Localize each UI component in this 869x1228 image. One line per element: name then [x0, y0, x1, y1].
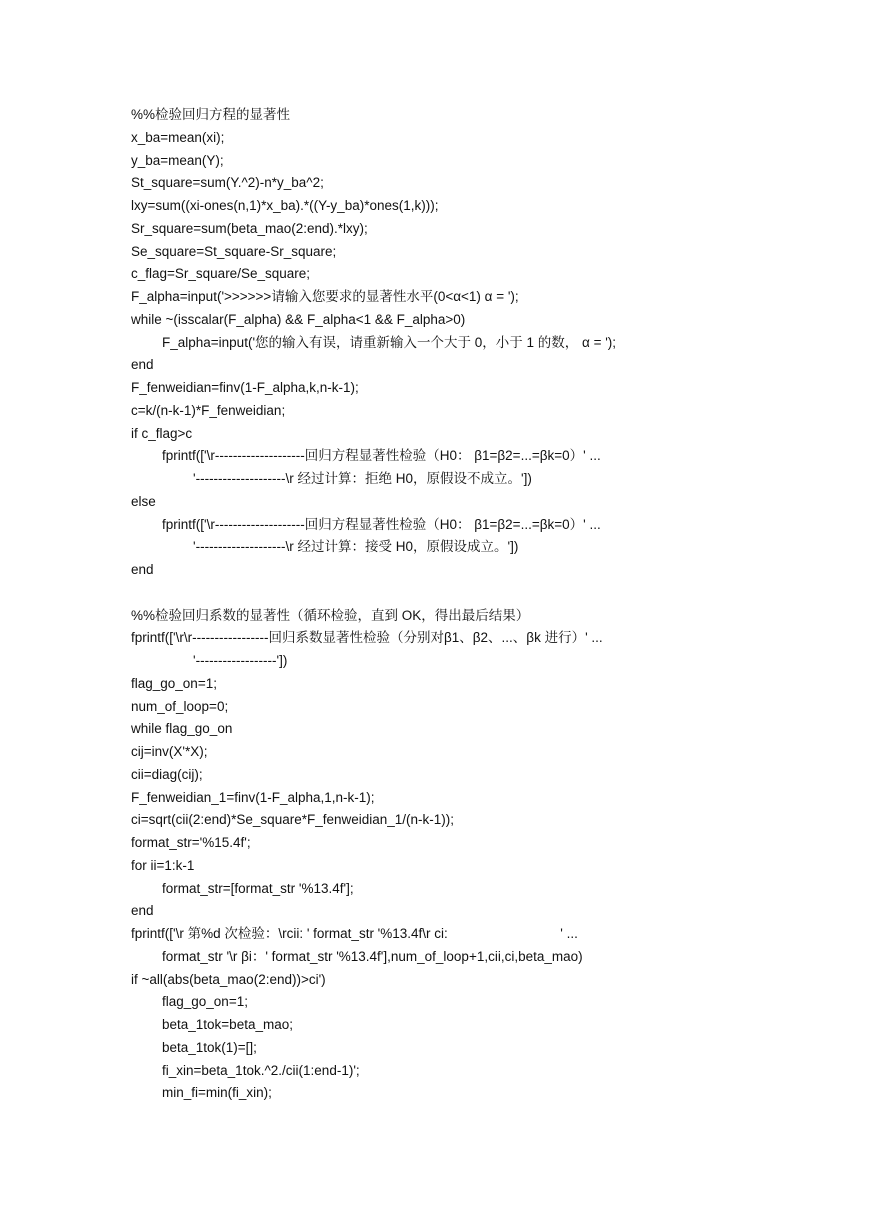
code-listing [131, 104, 851, 1105]
code-line: cij=inv(X'*X); [131, 744, 208, 759]
blank-line [131, 582, 851, 605]
code-line: F_alpha=input('您的输入有误，请重新输入一个大于 0，小于 1 的数， α = '); [162, 334, 617, 350]
code-line: F_fenweidian_1=finv(1-F_alpha,1,n-k-1); [131, 789, 375, 805]
code-line: fprintf(['\r 第%d 次检验：\rcii: ' format_str '%13.4f\r ci: ' ... [131, 926, 578, 941]
code-line: end [131, 903, 154, 919]
code-line: format_str='%15.4f'; [131, 835, 251, 850]
code-line: '--------------------\r 经过计算：接受 H0，原假设成立。']) [193, 539, 519, 555]
code-line: F_fenweidian=finv(1-F_alpha,k,n-k-1); [131, 380, 359, 395]
code-line: Se_square=St_square-Sr_square; [131, 243, 337, 259]
code-line: '--------------------\r 经过计算：拒绝 H0，原假设不成立。']) [193, 471, 532, 486]
code-line: end [131, 562, 154, 577]
code-line: beta_1tok(1)=[]; [162, 1039, 257, 1055]
code-line: fprintf(['\r--------------------回归方程显著性检验（H0： β1=β2=...=βk=0）' ... [162, 516, 601, 532]
code-line: while ~(isscalar(F_alpha) && F_alpha<1 && F_alpha>0) [131, 311, 466, 327]
code-line: fprintf(['\r--------------------回归方程显著性检验（H0： β1=β2=...=βk=0）' ... [162, 448, 601, 464]
code-line: St_square=sum(Y.^2)-n*y_ba^2; [131, 175, 324, 191]
code-line: lxy=sum((xi-ones(n,1)*x_ba).*((Y-y_ba)*ones(1,k))); [131, 198, 439, 213]
code-line: cii=diag(cij); [131, 766, 203, 782]
code-line: c=k/(n-k-1)*F_fenweidian; [131, 402, 286, 418]
code-line: c_flag=Sr_square/Se_square; [131, 266, 310, 282]
code-line: %%检验回归系数的显著性（循环检验，直到 OK，得出最后结果） [131, 607, 530, 623]
code-line: beta_1tok=beta_mao; [162, 1017, 293, 1032]
code-line: fi_xin=beta_1tok.^2./cii(1:end-1)'; [162, 1062, 360, 1078]
code-line: format_str '\r βi：' format_str '%13.4f'],num_of_loop+1,cii,ci,beta_mao) [162, 948, 583, 964]
code-line: format_str=[format_str '%13.4f']; [162, 880, 354, 896]
code-line: '------------------']) [193, 653, 288, 668]
code-line: flag_go_on=1; [131, 675, 217, 691]
code-line: else [131, 493, 156, 509]
code-line: if c_flag>c [131, 425, 193, 441]
code-line: for ii=1:k-1 [131, 857, 195, 873]
code-line: if ~all(abs(beta_mao(2:end))>ci') [131, 971, 326, 987]
code-line: min_fi=min(fi_xin); [162, 1085, 272, 1101]
code-line: y_ba=mean(Y); [131, 152, 224, 168]
code-line: F_alpha=input('>>>>>>请输入您要求的显著性水平(0<α<1) α = '); [131, 289, 519, 304]
code-line: %%检验回归方程的显著性 [131, 107, 291, 122]
code-line: Sr_square=sum(beta_mao(2:end).*lxy); [131, 220, 368, 236]
code-line: ci=sqrt(cii(2:end)*Se_square*F_fenweidian_1/(n-k-1)); [131, 812, 455, 828]
code-line: num_of_loop=0; [131, 698, 229, 714]
code-line: end [131, 357, 154, 373]
code-line: fprintf(['\r\r-----------------回归系数显著性检验（分别对β1、β2、...、βk 进行）' ... [131, 630, 603, 646]
code-line: while flag_go_on [131, 721, 233, 737]
code-line: flag_go_on=1; [162, 994, 248, 1010]
code-line: x_ba=mean(xi); [131, 129, 225, 145]
